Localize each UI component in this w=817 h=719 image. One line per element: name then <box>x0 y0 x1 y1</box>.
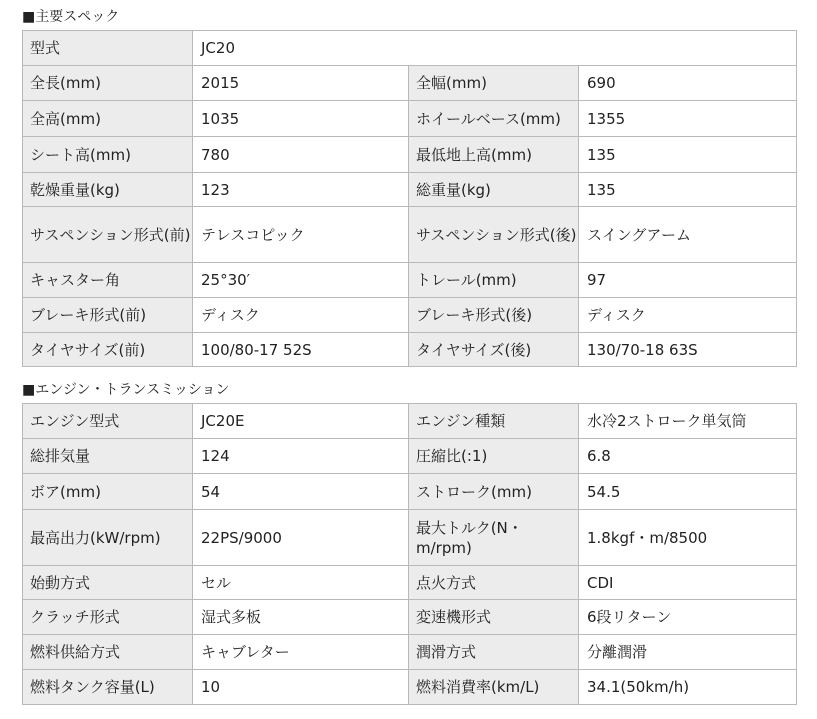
spec-label: 燃料供給方式 <box>23 635 193 670</box>
spec-label: ブレーキ形式(後) <box>409 298 579 333</box>
spec-label: タイヤサイズ(前) <box>23 333 193 367</box>
spec-value: テレスコピック <box>193 207 409 263</box>
spec-value: JC20E <box>193 404 409 439</box>
spec-value: 1035 <box>193 101 409 137</box>
table-row <box>23 263 797 298</box>
spec-value: 54 <box>193 474 409 510</box>
spec-value: 54.5 <box>579 474 797 510</box>
spec-label: エンジン型式 <box>23 404 193 439</box>
spec-value: 123 <box>193 173 409 207</box>
spec-label: トレール(mm) <box>409 263 579 298</box>
spec-value: JC20 <box>193 31 797 66</box>
spec-value: 124 <box>193 439 409 474</box>
spec-value: 135 <box>579 173 797 207</box>
spec-label: ブレーキ形式(前) <box>23 298 193 333</box>
spec-value: 100/80-17 52S <box>193 333 409 367</box>
spec-value: スイングアーム <box>579 207 797 263</box>
spec-label: キャスター角 <box>23 263 193 298</box>
spec-value: ディスク <box>579 298 797 333</box>
spec-label: 型式 <box>23 31 193 66</box>
spec-value: 分離潤滑 <box>579 635 797 670</box>
spec-value: 22PS/9000 <box>193 510 409 566</box>
spec-label: 全高(mm) <box>23 101 193 137</box>
spec-value: CDI <box>579 566 797 600</box>
spec-value: セル <box>193 566 409 600</box>
spec-value: 97 <box>579 263 797 298</box>
table-row <box>23 333 797 367</box>
spec-label: 潤滑方式 <box>409 635 579 670</box>
spec-label: ストローク(mm) <box>409 474 579 510</box>
spec-value: 6.8 <box>579 439 797 474</box>
table-row <box>23 207 797 263</box>
spec-value: 6段リターン <box>579 600 797 635</box>
spec-label: 燃料タンク容量(L) <box>23 670 193 705</box>
spec-value: 1.8kgf・m/8500 <box>579 510 797 566</box>
spec-value: ディスク <box>193 298 409 333</box>
table-row <box>23 173 797 207</box>
spec-value: 湿式多板 <box>193 600 409 635</box>
spec-label: シート高(mm) <box>23 137 193 173</box>
spec-label: 最高出力(kW/rpm) <box>23 510 193 566</box>
spec-value: キャブレター <box>193 635 409 670</box>
section-title-main-spec: ■主要スペック <box>22 9 120 25</box>
spec-label: ボア(mm) <box>23 474 193 510</box>
spec-label: 全幅(mm) <box>409 66 579 101</box>
table-row <box>23 101 797 137</box>
spec-value: 2015 <box>193 66 409 101</box>
spec-label: ホイールベース(mm) <box>409 101 579 137</box>
spec-label: クラッチ形式 <box>23 600 193 635</box>
table-row <box>23 474 797 510</box>
spec-label: サスペンション形式(後) <box>409 207 579 263</box>
table-row <box>23 635 797 670</box>
table-row <box>23 439 797 474</box>
spec-value: 1355 <box>579 101 797 137</box>
engine-spec-table <box>22 403 797 705</box>
spec-value: 130/70-18 63S <box>579 333 797 367</box>
table-row <box>23 137 797 173</box>
spec-label: 燃料消費率(km/L) <box>409 670 579 705</box>
section-title-engine-transmission: ■エンジン・トランスミッション <box>22 382 230 398</box>
spec-value: 780 <box>193 137 409 173</box>
table-row <box>23 510 797 566</box>
table-row <box>23 31 797 66</box>
spec-label: 最大トルク(N・m/rpm) <box>409 510 579 566</box>
spec-label: 総重量(kg) <box>409 173 579 207</box>
table-row <box>23 600 797 635</box>
table-row <box>23 670 797 705</box>
spec-label: 最低地上高(mm) <box>409 137 579 173</box>
spec-label: 変速機形式 <box>409 600 579 635</box>
spec-label: サスペンション形式(前) <box>23 207 193 263</box>
spec-label: 始動方式 <box>23 566 193 600</box>
table-row <box>23 566 797 600</box>
spec-value: 25°30′ <box>193 263 409 298</box>
table-row <box>23 66 797 101</box>
spec-value: 135 <box>579 137 797 173</box>
spec-label: タイヤサイズ(後) <box>409 333 579 367</box>
spec-label: 全長(mm) <box>23 66 193 101</box>
spec-label: エンジン種類 <box>409 404 579 439</box>
spec-value: 水冷2ストローク単気筒 <box>579 404 797 439</box>
spec-label: 圧縮比(:1) <box>409 439 579 474</box>
spec-label: 点火方式 <box>409 566 579 600</box>
main-spec-table <box>22 30 797 367</box>
table-row <box>23 404 797 439</box>
table-row <box>23 298 797 333</box>
spec-value: 34.1(50km/h) <box>579 670 797 705</box>
spec-value: 10 <box>193 670 409 705</box>
spec-value: 690 <box>579 66 797 101</box>
spec-label: 総排気量 <box>23 439 193 474</box>
spec-label: 乾燥重量(kg) <box>23 173 193 207</box>
